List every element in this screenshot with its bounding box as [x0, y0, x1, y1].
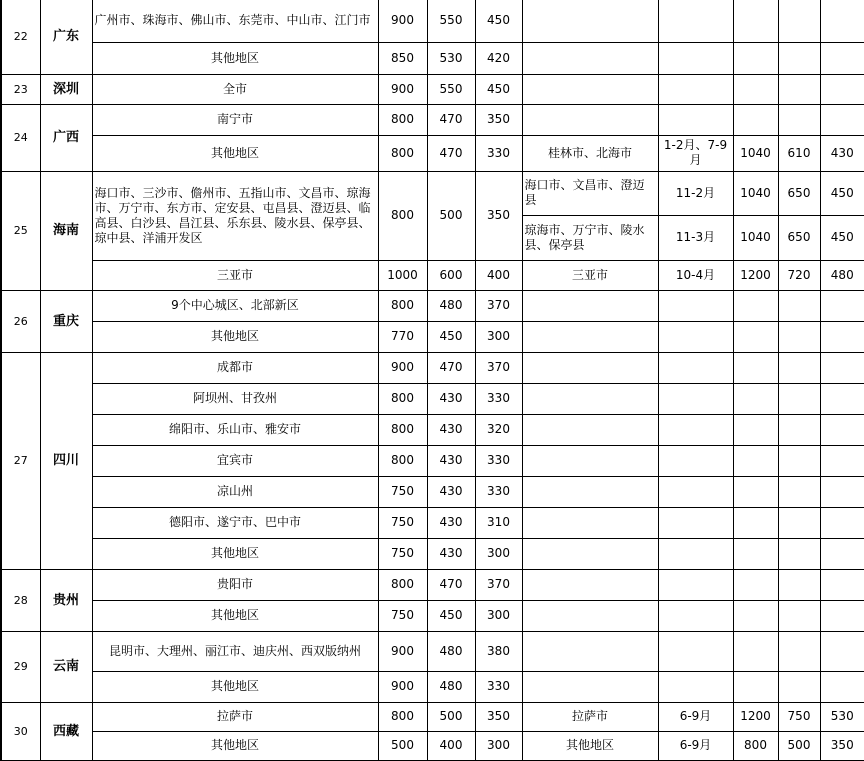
- value-cell: 550: [427, 0, 475, 42]
- peak-months-cell: [658, 74, 733, 104]
- value-cell: 300: [475, 538, 522, 569]
- peak-value-cell: [733, 352, 778, 383]
- peak-value-cell: [820, 631, 864, 671]
- province-cell: 海南: [40, 171, 92, 290]
- peak-months-cell: 10-4月: [658, 260, 733, 290]
- peak-value-cell: [820, 383, 864, 414]
- value-cell: 320: [475, 414, 522, 445]
- peak-value-cell: [733, 671, 778, 702]
- peak-value-cell: [733, 104, 778, 135]
- peak-area-cell: 琼海市、万宁市、陵水县、保亭县: [522, 215, 658, 260]
- peak-area-cell: [522, 74, 658, 104]
- value-cell: 770: [378, 321, 427, 352]
- seq-cell: 23: [1, 74, 40, 104]
- peak-value-cell: 450: [820, 171, 864, 215]
- peak-value-cell: [733, 507, 778, 538]
- province-cell: 贵州: [40, 569, 92, 631]
- area-cell: 阿坝州、甘孜州: [92, 383, 378, 414]
- seq-cell: 22: [1, 0, 40, 74]
- peak-value-cell: 430: [820, 135, 864, 171]
- peak-value-cell: 1040: [733, 171, 778, 215]
- peak-area-cell: [522, 631, 658, 671]
- peak-value-cell: [778, 321, 820, 352]
- table-row: [1, 290, 864, 321]
- peak-value-cell: [733, 445, 778, 476]
- peak-value-cell: 480: [820, 260, 864, 290]
- table-row: [1, 321, 864, 352]
- area-cell: 广州市、珠海市、佛山市、东莞市、中山市、江门市: [92, 0, 378, 42]
- peak-value-cell: [733, 569, 778, 600]
- value-cell: 900: [378, 74, 427, 104]
- peak-area-cell: 桂林市、北海市: [522, 135, 658, 171]
- value-cell: 300: [475, 321, 522, 352]
- peak-months-cell: 11-3月: [658, 215, 733, 260]
- area-cell: 其他地区: [92, 538, 378, 569]
- value-cell: 370: [475, 569, 522, 600]
- peak-value-cell: [778, 600, 820, 631]
- value-cell: 500: [427, 702, 475, 731]
- area-cell: 德阳市、遂宁市、巴中市: [92, 507, 378, 538]
- province-cell: 广西: [40, 104, 92, 171]
- peak-value-cell: 1040: [733, 135, 778, 171]
- area-cell: 绵阳市、乐山市、雅安市: [92, 414, 378, 445]
- area-cell: 三亚市: [92, 260, 378, 290]
- value-cell: 470: [427, 569, 475, 600]
- value-cell: 470: [427, 135, 475, 171]
- peak-months-cell: [658, 42, 733, 74]
- area-cell: 成都市: [92, 352, 378, 383]
- value-cell: 750: [378, 600, 427, 631]
- value-cell: 1000: [378, 260, 427, 290]
- peak-value-cell: [820, 476, 864, 507]
- area-cell: 贵阳市: [92, 569, 378, 600]
- value-cell: 330: [475, 383, 522, 414]
- value-cell: 450: [427, 600, 475, 631]
- peak-value-cell: [778, 414, 820, 445]
- peak-value-cell: [733, 414, 778, 445]
- peak-area-cell: [522, 104, 658, 135]
- peak-value-cell: [778, 569, 820, 600]
- peak-area-cell: [522, 569, 658, 600]
- value-cell: 800: [378, 414, 427, 445]
- value-cell: 330: [475, 671, 522, 702]
- province-cell: 云南: [40, 631, 92, 702]
- peak-value-cell: 1200: [733, 702, 778, 731]
- peak-value-cell: [733, 383, 778, 414]
- peak-area-cell: [522, 383, 658, 414]
- area-cell: 南宁市: [92, 104, 378, 135]
- peak-months-cell: 11-2月: [658, 171, 733, 215]
- value-cell: 600: [427, 260, 475, 290]
- peak-value-cell: 650: [778, 171, 820, 215]
- peak-value-cell: 720: [778, 260, 820, 290]
- area-cell: 9个中心城区、北部新区: [92, 290, 378, 321]
- peak-value-cell: [733, 476, 778, 507]
- value-cell: 450: [475, 74, 522, 104]
- peak-value-cell: [778, 0, 820, 42]
- value-cell: 430: [427, 476, 475, 507]
- peak-months-cell: [658, 445, 733, 476]
- peak-value-cell: 650: [778, 215, 820, 260]
- table-row: [1, 74, 864, 104]
- province-cell: 广东: [40, 0, 92, 74]
- value-cell: 530: [427, 42, 475, 74]
- value-cell: 430: [427, 445, 475, 476]
- value-cell: 750: [378, 538, 427, 569]
- peak-value-cell: 1200: [733, 260, 778, 290]
- area-cell: 其他地区: [92, 42, 378, 74]
- peak-value-cell: [820, 507, 864, 538]
- value-cell: 370: [475, 352, 522, 383]
- value-cell: 450: [427, 321, 475, 352]
- area-cell: 全市: [92, 74, 378, 104]
- peak-months-cell: 6-9月: [658, 731, 733, 760]
- peak-value-cell: [733, 631, 778, 671]
- table-row: [1, 171, 864, 215]
- peak-months-cell: [658, 538, 733, 569]
- peak-value-cell: [820, 569, 864, 600]
- peak-value-cell: [733, 42, 778, 74]
- peak-value-cell: [820, 414, 864, 445]
- table-row: [1, 731, 864, 760]
- value-cell: 500: [427, 171, 475, 260]
- peak-area-cell: [522, 290, 658, 321]
- table-row: [1, 260, 864, 290]
- value-cell: 800: [378, 290, 427, 321]
- peak-value-cell: [820, 538, 864, 569]
- peak-area-cell: [522, 507, 658, 538]
- table-row: [1, 0, 864, 42]
- value-cell: 300: [475, 731, 522, 760]
- value-cell: 330: [475, 476, 522, 507]
- value-cell: 310: [475, 507, 522, 538]
- peak-area-cell: 拉萨市: [522, 702, 658, 731]
- peak-value-cell: [778, 104, 820, 135]
- table-row: [1, 631, 864, 671]
- value-cell: 300: [475, 600, 522, 631]
- value-cell: 400: [427, 731, 475, 760]
- seq-cell: 29: [1, 631, 40, 702]
- peak-value-cell: [778, 476, 820, 507]
- value-cell: 470: [427, 104, 475, 135]
- area-cell: 其他地区: [92, 321, 378, 352]
- peak-value-cell: [820, 321, 864, 352]
- peak-area-cell: [522, 321, 658, 352]
- peak-area-cell: 三亚市: [522, 260, 658, 290]
- value-cell: 900: [378, 631, 427, 671]
- peak-area-cell: [522, 600, 658, 631]
- peak-value-cell: 750: [778, 702, 820, 731]
- value-cell: 850: [378, 42, 427, 74]
- value-cell: 800: [378, 569, 427, 600]
- peak-value-cell: 530: [820, 702, 864, 731]
- value-cell: 800: [378, 135, 427, 171]
- table-row: [1, 600, 864, 631]
- peak-months-cell: [658, 104, 733, 135]
- peak-months-cell: [658, 671, 733, 702]
- seq-cell: 25: [1, 171, 40, 290]
- peak-value-cell: [820, 600, 864, 631]
- table-row: [1, 538, 864, 569]
- peak-value-cell: [820, 671, 864, 702]
- seq-cell: 28: [1, 569, 40, 631]
- peak-value-cell: 500: [778, 731, 820, 760]
- value-cell: 550: [427, 74, 475, 104]
- table-row: [1, 445, 864, 476]
- area-cell: 其他地区: [92, 135, 378, 171]
- value-cell: 350: [475, 702, 522, 731]
- value-cell: 350: [475, 104, 522, 135]
- peak-value-cell: [778, 290, 820, 321]
- peak-value-cell: [733, 74, 778, 104]
- peak-value-cell: 450: [820, 215, 864, 260]
- peak-area-cell: [522, 445, 658, 476]
- province-cell: 四川: [40, 352, 92, 569]
- peak-months-cell: [658, 569, 733, 600]
- province-cell: 深圳: [40, 74, 92, 104]
- peak-value-cell: 800: [733, 731, 778, 760]
- value-cell: 800: [378, 104, 427, 135]
- peak-months-cell: [658, 631, 733, 671]
- peak-area-cell: 海口市、文昌市、澄迈县: [522, 171, 658, 215]
- value-cell: 430: [427, 414, 475, 445]
- peak-months-cell: [658, 476, 733, 507]
- peak-area-cell: [522, 0, 658, 42]
- table-row: [1, 42, 864, 74]
- peak-value-cell: [778, 383, 820, 414]
- value-cell: 900: [378, 0, 427, 42]
- area-cell: 其他地区: [92, 600, 378, 631]
- peak-value-cell: [820, 42, 864, 74]
- peak-months-cell: [658, 321, 733, 352]
- peak-value-cell: [778, 445, 820, 476]
- value-cell: 480: [427, 671, 475, 702]
- value-cell: 900: [378, 352, 427, 383]
- peak-months-cell: [658, 600, 733, 631]
- peak-value-cell: [778, 352, 820, 383]
- peak-area-cell: [522, 671, 658, 702]
- seq-cell: 27: [1, 352, 40, 569]
- value-cell: 350: [475, 171, 522, 260]
- value-cell: 420: [475, 42, 522, 74]
- peak-area-cell: [522, 42, 658, 74]
- value-cell: 470: [427, 352, 475, 383]
- value-cell: 800: [378, 445, 427, 476]
- value-cell: 800: [378, 383, 427, 414]
- table-row: [1, 414, 864, 445]
- table-row: [1, 383, 864, 414]
- peak-value-cell: [820, 445, 864, 476]
- peak-area-cell: [522, 538, 658, 569]
- seq-cell: 26: [1, 290, 40, 352]
- peak-months-cell: [658, 0, 733, 42]
- value-cell: 480: [427, 290, 475, 321]
- peak-months-cell: [658, 383, 733, 414]
- value-cell: 800: [378, 702, 427, 731]
- peak-months-cell: 6-9月: [658, 702, 733, 731]
- value-cell: 450: [475, 0, 522, 42]
- table-row: [1, 104, 864, 135]
- peak-value-cell: [733, 290, 778, 321]
- peak-value-cell: 1040: [733, 215, 778, 260]
- table-row: [1, 507, 864, 538]
- peak-area-cell: [522, 414, 658, 445]
- value-cell: 430: [427, 507, 475, 538]
- area-cell: 拉萨市: [92, 702, 378, 731]
- value-cell: 330: [475, 445, 522, 476]
- area-cell: 昆明市、大理州、丽江市、迪庆州、西双版纳州: [92, 631, 378, 671]
- peak-value-cell: 350: [820, 731, 864, 760]
- value-cell: 750: [378, 476, 427, 507]
- peak-value-cell: [820, 0, 864, 42]
- peak-value-cell: [820, 290, 864, 321]
- peak-value-cell: [778, 42, 820, 74]
- province-cell: 西藏: [40, 702, 92, 760]
- value-cell: 380: [475, 631, 522, 671]
- peak-months-cell: [658, 507, 733, 538]
- seq-cell: 30: [1, 702, 40, 760]
- peak-value-cell: [820, 74, 864, 104]
- value-cell: 370: [475, 290, 522, 321]
- peak-value-cell: [820, 104, 864, 135]
- peak-months-cell: [658, 414, 733, 445]
- peak-value-cell: [733, 0, 778, 42]
- value-cell: 750: [378, 507, 427, 538]
- peak-value-cell: [778, 538, 820, 569]
- peak-months-cell: 1-2月、7-9月: [658, 135, 733, 171]
- peak-area-cell: [522, 352, 658, 383]
- peak-value-cell: [733, 600, 778, 631]
- peak-months-cell: [658, 352, 733, 383]
- area-cell: 海口市、三沙市、儋州市、五指山市、文昌市、琼海市、万宁市、东方市、定安县、屯昌县、澄迈县、临高县、白沙县、昌江县、乐东县、陵水县、保亭县、琼中县、洋浦开发区: [92, 171, 378, 260]
- peak-months-cell: [658, 290, 733, 321]
- peak-area-cell: [522, 476, 658, 507]
- value-cell: 330: [475, 135, 522, 171]
- value-cell: 480: [427, 631, 475, 671]
- value-cell: 430: [427, 538, 475, 569]
- peak-value-cell: [778, 74, 820, 104]
- table-row: [1, 476, 864, 507]
- peak-value-cell: [778, 507, 820, 538]
- peak-value-cell: [733, 321, 778, 352]
- area-cell: 其他地区: [92, 671, 378, 702]
- table-row: [1, 352, 864, 383]
- province-cell: 重庆: [40, 290, 92, 352]
- value-cell: 900: [378, 671, 427, 702]
- value-cell: 800: [378, 171, 427, 260]
- peak-value-cell: [778, 631, 820, 671]
- table-row: [1, 569, 864, 600]
- value-cell: 500: [378, 731, 427, 760]
- table-row: [1, 702, 864, 731]
- peak-value-cell: 610: [778, 135, 820, 171]
- area-cell: 宜宾市: [92, 445, 378, 476]
- area-cell: 其他地区: [92, 731, 378, 760]
- area-cell: 凉山州: [92, 476, 378, 507]
- peak-area-cell: 其他地区: [522, 731, 658, 760]
- value-cell: 400: [475, 260, 522, 290]
- seq-cell: 24: [1, 104, 40, 171]
- table-row: [1, 135, 864, 171]
- peak-value-cell: [778, 671, 820, 702]
- table-row: [1, 671, 864, 702]
- value-cell: 430: [427, 383, 475, 414]
- peak-value-cell: [733, 538, 778, 569]
- peak-value-cell: [820, 352, 864, 383]
